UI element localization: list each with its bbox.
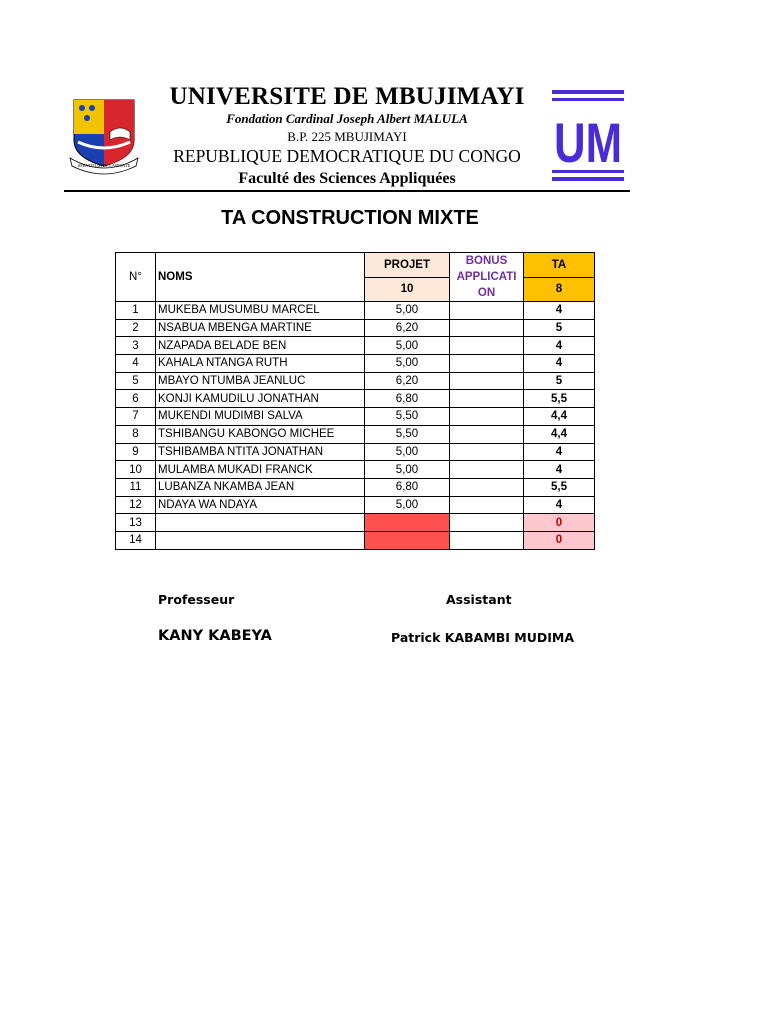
row-project <box>365 531 450 549</box>
row-name: MBAYO NTUMBA JEANLUC <box>156 372 365 390</box>
row-name: MUKEBA MUSUMBU MARCEL <box>156 302 365 320</box>
header-project-max: 10 <box>365 277 450 302</box>
row-ta: 4 <box>524 461 595 479</box>
row-bonus <box>450 390 524 408</box>
table-header-row <box>116 253 595 278</box>
row-bonus <box>450 319 524 337</box>
row-number: 1 <box>116 302 156 320</box>
row-bonus <box>450 496 524 514</box>
row-name: LUBANZA NKAMBA JEAN <box>156 478 365 496</box>
row-project: 5,00 <box>365 443 450 461</box>
row-bonus <box>450 337 524 355</box>
assistant-label: Assistant <box>446 592 512 607</box>
row-ta: 0 <box>524 514 595 532</box>
header-project: PROJET <box>365 253 450 278</box>
row-name: TSHIBANGU KABONGO MICHEE <box>156 425 365 443</box>
row-project <box>365 514 450 532</box>
row-number: 10 <box>116 461 156 479</box>
row-ta: 4,4 <box>524 425 595 443</box>
table-row <box>116 443 595 461</box>
header-names: NOMS <box>156 253 365 302</box>
row-bonus <box>450 408 524 426</box>
row-ta: 4 <box>524 337 595 355</box>
row-project: 5,50 <box>365 408 450 426</box>
row-number: 5 <box>116 372 156 390</box>
row-bonus <box>450 302 524 320</box>
row-bonus <box>450 355 524 373</box>
foundation-name: Fondation Cardinal Joseph Albert MALULA <box>226 111 468 126</box>
table-row <box>116 372 595 390</box>
table-row <box>116 390 595 408</box>
row-number: 2 <box>116 319 156 337</box>
row-project: 5,50 <box>365 425 450 443</box>
row-project: 5,00 <box>365 302 450 320</box>
row-bonus <box>450 443 524 461</box>
row-ta: 5 <box>524 372 595 390</box>
row-number: 9 <box>116 443 156 461</box>
row-number: 12 <box>116 496 156 514</box>
row-bonus <box>450 425 524 443</box>
row-ta: 4,4 <box>524 408 595 426</box>
row-project: 6,80 <box>365 390 450 408</box>
grades-table <box>115 252 595 550</box>
row-name: NSABUA MBENGA MARTINE <box>156 319 365 337</box>
row-project: 5,00 <box>365 461 450 479</box>
header-divider <box>64 190 630 192</box>
professor-label: Professeur <box>158 592 235 607</box>
row-name: NZAPADA BELADE BEN <box>156 337 365 355</box>
row-ta: 4 <box>524 496 595 514</box>
table-row <box>116 408 595 426</box>
table-row <box>116 531 595 549</box>
row-number: 7 <box>116 408 156 426</box>
table-row <box>116 355 595 373</box>
table-row <box>116 496 595 514</box>
row-number: 11 <box>116 478 156 496</box>
row-project: 6,80 <box>365 478 450 496</box>
row-ta: 5,5 <box>524 390 595 408</box>
table-row <box>116 478 595 496</box>
header-ta-max: 8 <box>524 277 595 302</box>
table-row <box>116 319 595 337</box>
row-bonus <box>450 461 524 479</box>
row-number: 3 <box>116 337 156 355</box>
table-row <box>116 302 595 320</box>
row-ta: 5,5 <box>524 478 595 496</box>
university-name: UNIVERSITE DE MBUJIMAYI <box>169 83 525 110</box>
row-name <box>156 514 365 532</box>
row-ta: 4 <box>524 443 595 461</box>
row-project: 6,20 <box>365 319 450 337</box>
university-crest-logo <box>68 96 140 174</box>
row-project: 5,00 <box>365 496 450 514</box>
header-bonus: BONUS APPLICATI ON <box>450 253 524 302</box>
row-bonus <box>450 478 524 496</box>
row-name <box>156 531 365 549</box>
row-ta: 5 <box>524 319 595 337</box>
row-ta: 0 <box>524 531 595 549</box>
row-project: 5,00 <box>365 355 450 373</box>
table-row <box>116 514 595 532</box>
table-row <box>116 461 595 479</box>
row-ta: 4 <box>524 355 595 373</box>
header-ta: TA <box>524 253 595 278</box>
row-name: KONJI KAMUDILU JONATHAN <box>156 390 365 408</box>
table-row <box>116 425 595 443</box>
row-project: 6,20 <box>365 372 450 390</box>
postal-address: B.P. 225 MBUJIMAYI <box>287 129 407 144</box>
row-name: KAHALA NTANGA RUTH <box>156 355 365 373</box>
row-name: MULAMBA MUKADI FRANCK <box>156 461 365 479</box>
document-title: TA CONSTRUCTION MIXTE <box>221 207 479 229</box>
row-number: 4 <box>116 355 156 373</box>
row-number: 13 <box>116 514 156 532</box>
table-row <box>116 337 595 355</box>
row-name: TSHIBAMBA NTITA JONATHAN <box>156 443 365 461</box>
header-number: N° <box>116 253 156 302</box>
row-bonus <box>450 531 524 549</box>
crest-motto: SERVITIUM IN CARITATE <box>77 163 131 168</box>
faculty-name: Faculté des Sciences Appliquées <box>238 170 456 187</box>
row-ta: 4 <box>524 302 595 320</box>
country-name: REPUBLIQUE DEMOCRATIQUE DU CONGO <box>173 146 521 166</box>
um-logo-text: UM <box>554 111 622 174</box>
assistant-name: Patrick KABAMBI MUDIMA <box>391 630 575 645</box>
row-number: 6 <box>116 390 156 408</box>
row-bonus <box>450 372 524 390</box>
row-bonus <box>450 514 524 532</box>
row-number: 8 <box>116 425 156 443</box>
row-number: 14 <box>116 531 156 549</box>
professor-name: KANY KABEYA <box>158 628 272 644</box>
um-logo <box>552 90 624 182</box>
row-project: 5,00 <box>365 337 450 355</box>
row-name: MUKENDI MUDIMBI SALVA <box>156 408 365 426</box>
row-name: NDAYA WA NDAYA <box>156 496 365 514</box>
